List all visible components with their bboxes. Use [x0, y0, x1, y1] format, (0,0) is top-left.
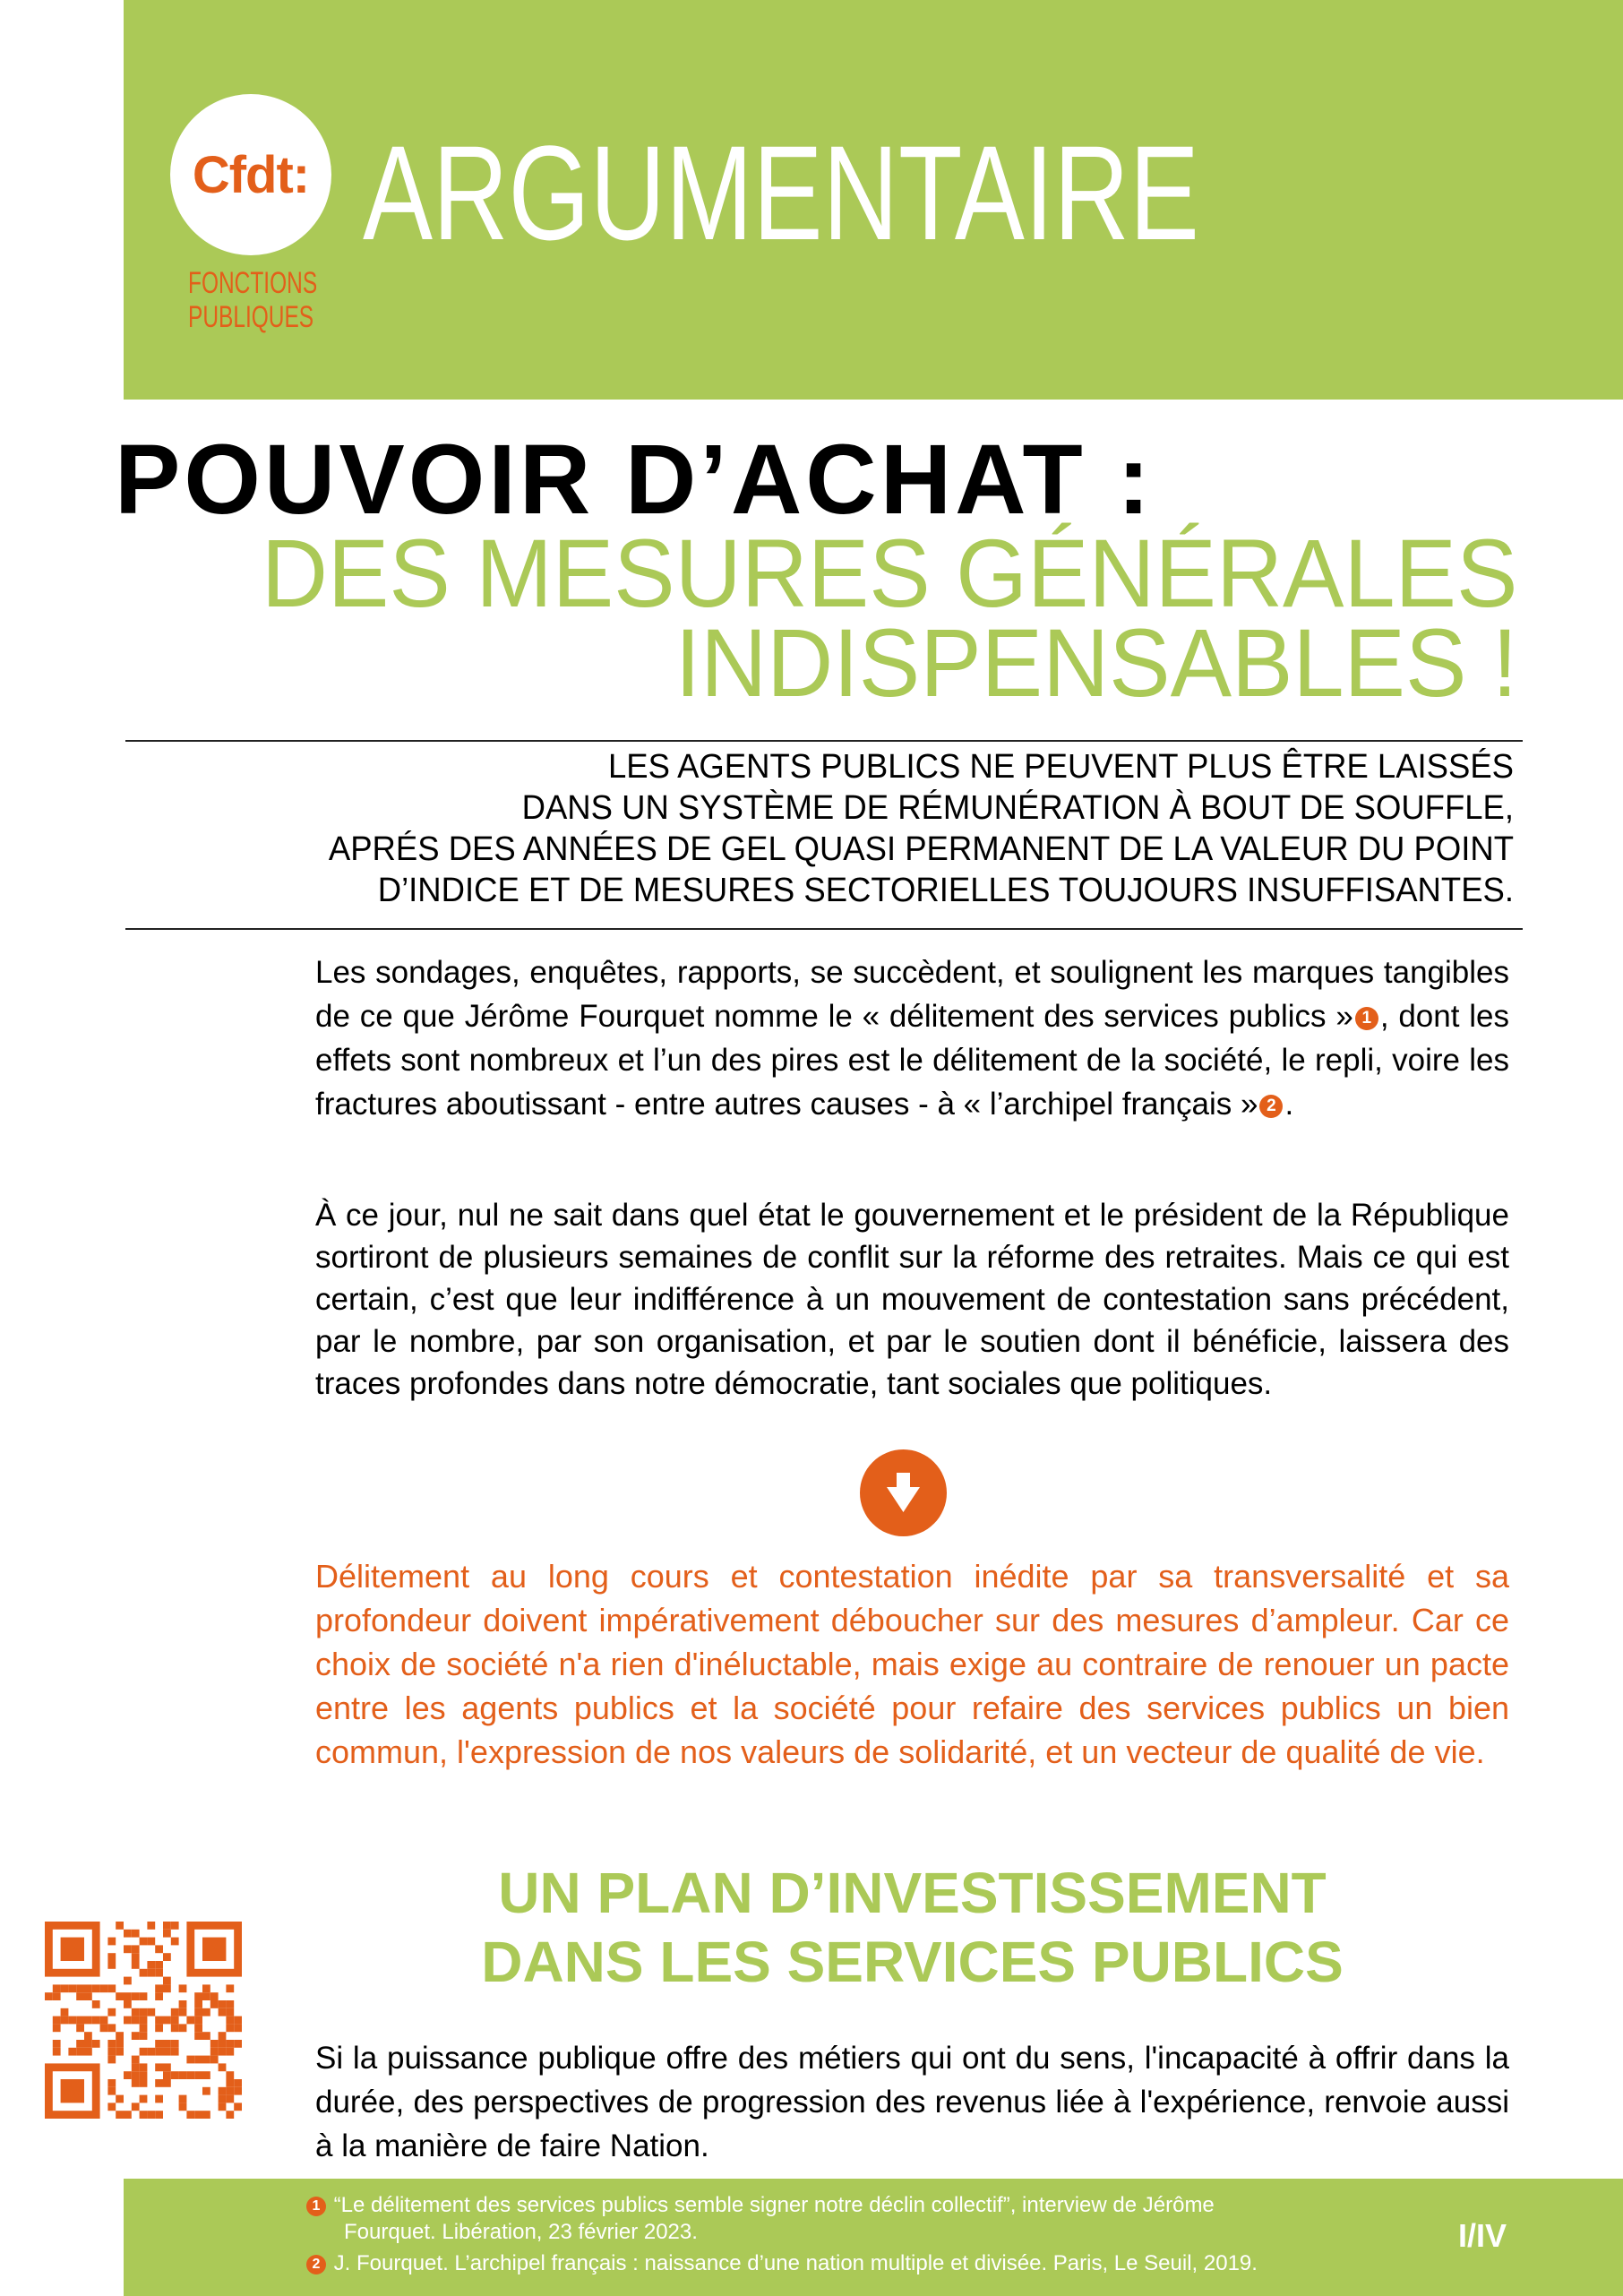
page-title: POUVOIR D’ACHAT : — [115, 425, 1154, 535]
highlight-text: Délitement au long cours et contestation inédite par sa transversalité et sa profondeur doivent impérativement déboucher sur des mesures d’ampleur. Car ce choix de société n'a rien d'inéluctable, mais exige au contraire de renouer un pacte entre les agents publics et la société pour refaire des services publics un bien commun, l'expression de nos valeurs de solidarité, et un vecteur de qualité de vie. — [315, 1558, 1509, 1770]
qr-code[interactable] — [45, 1922, 242, 2119]
footnote-2 — [305, 2250, 1379, 2277]
divider — [125, 928, 1523, 930]
text-span: , dont les effets sont nombreux et l’un des pires est le délitement de la société, le repli, voire les fractures aboutissant - entre autres causes - à « l’archipel français » — [315, 999, 1510, 1122]
footnote-number: 2 — [306, 2255, 326, 2275]
footnote-text: Fourquet. Libération, 23 février 2023. — [344, 2220, 698, 2244]
footnote-number: 1 — [306, 2197, 326, 2216]
heading-line: DANS LES SERVICES PUBLICS — [481, 1930, 1344, 1994]
header-title: ARGUMENTAIRE — [363, 117, 1199, 268]
lead-line: D’INDICE ET DE MESURES SECTORIELLES TOUJOURS INSUFFISANTES. — [377, 872, 1515, 909]
cfdt-logo — [170, 94, 331, 255]
logo-subtitle — [188, 266, 356, 334]
text-span: Les sondages, enquêtes, rapports, se succèdent, et soulignent les marques tangibles de ce que Jérôme Fourquet nomme le « délitement des services publics » — [315, 955, 1509, 1034]
paragraph-2: À ce jour, nul ne sait dans quel état le gouvernement et le président de la République sortiront de plusieurs semaines de conflit sur la réforme des retraites. Mais ce qui est certain, c’est que leur indifférence à un mouvement de contestation sans précédent, par le nombre, par son organisation, et par le soutien dont il bénéficie, laissera des traces profondes dans notre démocratie, tant sociales que politiques. — [315, 1198, 1509, 1401]
footnote-text: “Le délitement des services publics semble signer notre déclin collectif”, interview de Jérôme — [333, 2193, 1215, 2217]
page-number: I/IV — [1458, 2217, 1507, 2254]
text-span: . — [1284, 1087, 1294, 1122]
section-text: Si la puissance publique offre des métiers qui ont du sens, l'incapacité à offrir dans la durée, des perspectives de progression des revenus liée à l'expérience, renvoie aussi à la manière de faire Nation. — [315, 2041, 1509, 2163]
lead-line: DANS UN SYSTÈME DE RÉMUNÉRATION À BOUT DE SOUFFLE, — [521, 789, 1514, 827]
heading-line: UN PLAN D’INVESTISSEMENT — [498, 1861, 1327, 1925]
paragraph-1 — [315, 950, 1509, 1126]
lead-text — [138, 746, 1514, 911]
footnote-marker[interactable]: 2 — [1259, 1095, 1283, 1118]
divider — [125, 740, 1523, 742]
arrow-down-icon — [860, 1449, 947, 1536]
logo-text: Cfdt: — [192, 145, 310, 204]
logo-subtitle-line: PUBLIQUES — [188, 300, 314, 334]
page-subtitle — [261, 519, 1517, 717]
section-heading — [315, 1859, 1509, 1997]
footnote-text: J. Fourquet. L’archipel français : naissance d’une nation multiple et divisée. Paris, Le Seuil, 2019. — [333, 2251, 1258, 2275]
lead-line: APRÉS DES ANNÉES DE GEL QUASI PERMANENT DE LA VALEUR DU POINT — [328, 830, 1514, 868]
logo-subtitle-line: FONCTIONS — [188, 266, 318, 300]
lead-line: LES AGENTS PUBLICS NE PEUVENT PLUS ÊTRE LAISSÉS — [608, 748, 1514, 786]
subtitle-line: INDISPENSABLES ! — [674, 608, 1517, 717]
subtitle-line: DES MESURES GÉNÉRALES — [261, 519, 1517, 627]
footnote-1 — [305, 2192, 1379, 2246]
footnote-marker[interactable]: 1 — [1355, 1007, 1378, 1030]
